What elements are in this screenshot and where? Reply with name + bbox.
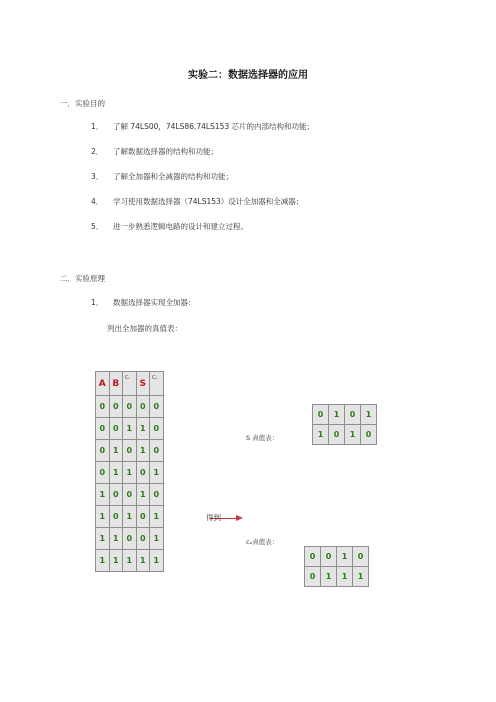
item-text: 了解全加器和全减器的结构和功能； — [113, 172, 233, 181]
item-number: 1． — [91, 298, 104, 307]
header-cell-a: A — [96, 372, 110, 396]
truth-table-header — [96, 372, 164, 396]
s-truth-table — [312, 404, 377, 445]
table-cell: 1 — [150, 506, 164, 528]
item-number: 1． — [91, 122, 104, 131]
principle-item-1 — [91, 297, 196, 308]
table-row — [96, 440, 164, 462]
arrow-label: 得到 — [206, 513, 221, 522]
table-row — [96, 462, 164, 484]
objective-item-3 — [91, 171, 233, 182]
table-cell: 0 — [123, 484, 137, 506]
table-cell: 1 — [96, 506, 110, 528]
table-cell: 1 — [361, 405, 377, 425]
table-row — [96, 396, 164, 418]
table-row — [96, 418, 164, 440]
s-table-label: S 真值表： — [246, 434, 279, 442]
table-cell: 1 — [337, 547, 353, 567]
table-cell: 1 — [337, 567, 353, 587]
truth-table-intro: 列出全加器的真值表： — [107, 324, 182, 333]
objective-item-1 — [91, 121, 314, 132]
table-cell: 0 — [305, 547, 321, 567]
table-cell: 1 — [96, 484, 110, 506]
section2-heading: 二．实验原理 — [60, 274, 105, 283]
table-cell: 1 — [109, 528, 123, 550]
header-cell-s: S — [136, 372, 150, 396]
table-cell: 1 — [109, 440, 123, 462]
table-cell: 1 — [123, 550, 137, 572]
table-cell: 0 — [313, 405, 329, 425]
table-cell: 0 — [345, 405, 361, 425]
table-cell: 0 — [96, 440, 110, 462]
table-cell: 0 — [150, 440, 164, 462]
table-cell: 0 — [136, 528, 150, 550]
table-row — [96, 528, 164, 550]
table-cell: 0 — [109, 418, 123, 440]
table-cell: 0 — [329, 425, 345, 445]
table-cell: 0 — [321, 547, 337, 567]
table-cell: 0 — [96, 462, 110, 484]
table-row — [313, 425, 377, 445]
item-text: 了解数据选择器的结构和功能； — [113, 147, 218, 156]
item-number: 4． — [91, 197, 104, 206]
item-text: 进一步熟悉逻辑电路的设计和建立过程。 — [113, 222, 248, 231]
table-row — [96, 506, 164, 528]
table-cell: 1 — [136, 550, 150, 572]
table-cell: 1 — [96, 528, 110, 550]
table-cell: 1 — [150, 528, 164, 550]
table-cell: 1 — [136, 484, 150, 506]
table-cell: 0 — [136, 462, 150, 484]
table-cell: 1 — [109, 550, 123, 572]
objective-item-4 — [91, 196, 303, 207]
table-cell: 1 — [313, 425, 329, 445]
table-row — [313, 405, 377, 425]
table-cell: 1 — [329, 405, 345, 425]
table-cell: 0 — [96, 396, 110, 418]
table-cell: 1 — [136, 440, 150, 462]
objective-item-5 — [91, 221, 248, 232]
table-cell: 0 — [109, 396, 123, 418]
full-adder-truth-table — [95, 371, 164, 572]
item-text: 了解 74LS00，74LS86,74LS153 芯片的内部结构和功能； — [113, 122, 315, 131]
table-cell: 0 — [123, 396, 137, 418]
table-row — [96, 550, 164, 572]
co-truth-table — [304, 546, 369, 587]
table-cell: 0 — [109, 484, 123, 506]
item-number: 2． — [91, 147, 104, 156]
table-cell: 0 — [136, 506, 150, 528]
table-cell: 0 — [136, 396, 150, 418]
table-cell: 1 — [353, 567, 369, 587]
document-title: 实验二：数据选择器的应用 — [188, 70, 308, 81]
table-cell: 1 — [123, 506, 137, 528]
item-number: 3． — [91, 172, 104, 181]
table-cell: 1 — [96, 550, 110, 572]
table-cell: 0 — [123, 440, 137, 462]
table-cell: 0 — [123, 528, 137, 550]
table-cell: 0 — [150, 418, 164, 440]
table-cell: 0 — [150, 396, 164, 418]
section1-heading: 一．实验目的 — [60, 99, 105, 108]
table-row — [96, 484, 164, 506]
header-cell-ci: Cᵢ — [123, 372, 137, 396]
table-cell: 0 — [361, 425, 377, 445]
table-cell: 1 — [321, 567, 337, 587]
table-cell: 1 — [123, 418, 137, 440]
co-table-label: cₒ真值表： — [246, 538, 279, 546]
table-cell: 0 — [305, 567, 321, 587]
item-text: 学习使用数据选择器（74LS153）设计全加器和全减器； — [113, 197, 304, 206]
table-row — [305, 547, 369, 567]
header-cell-co: Cₒ — [150, 372, 164, 396]
table-cell: 1 — [150, 550, 164, 572]
table-cell: 1 — [345, 425, 361, 445]
table-cell: 1 — [136, 418, 150, 440]
arrow-right-icon — [236, 515, 243, 521]
table-cell: 0 — [150, 484, 164, 506]
table-cell: 1 — [150, 462, 164, 484]
objective-item-2 — [91, 146, 218, 157]
table-cell: 0 — [96, 418, 110, 440]
table-row — [305, 567, 369, 587]
table-cell: 1 — [123, 462, 137, 484]
header-cell-b: B — [109, 372, 123, 396]
item-text: 数据选择器实现全加器： — [113, 298, 196, 307]
table-cell: 0 — [353, 547, 369, 567]
table-cell: 0 — [109, 506, 123, 528]
item-number: 5． — [91, 222, 104, 231]
table-cell: 1 — [109, 462, 123, 484]
